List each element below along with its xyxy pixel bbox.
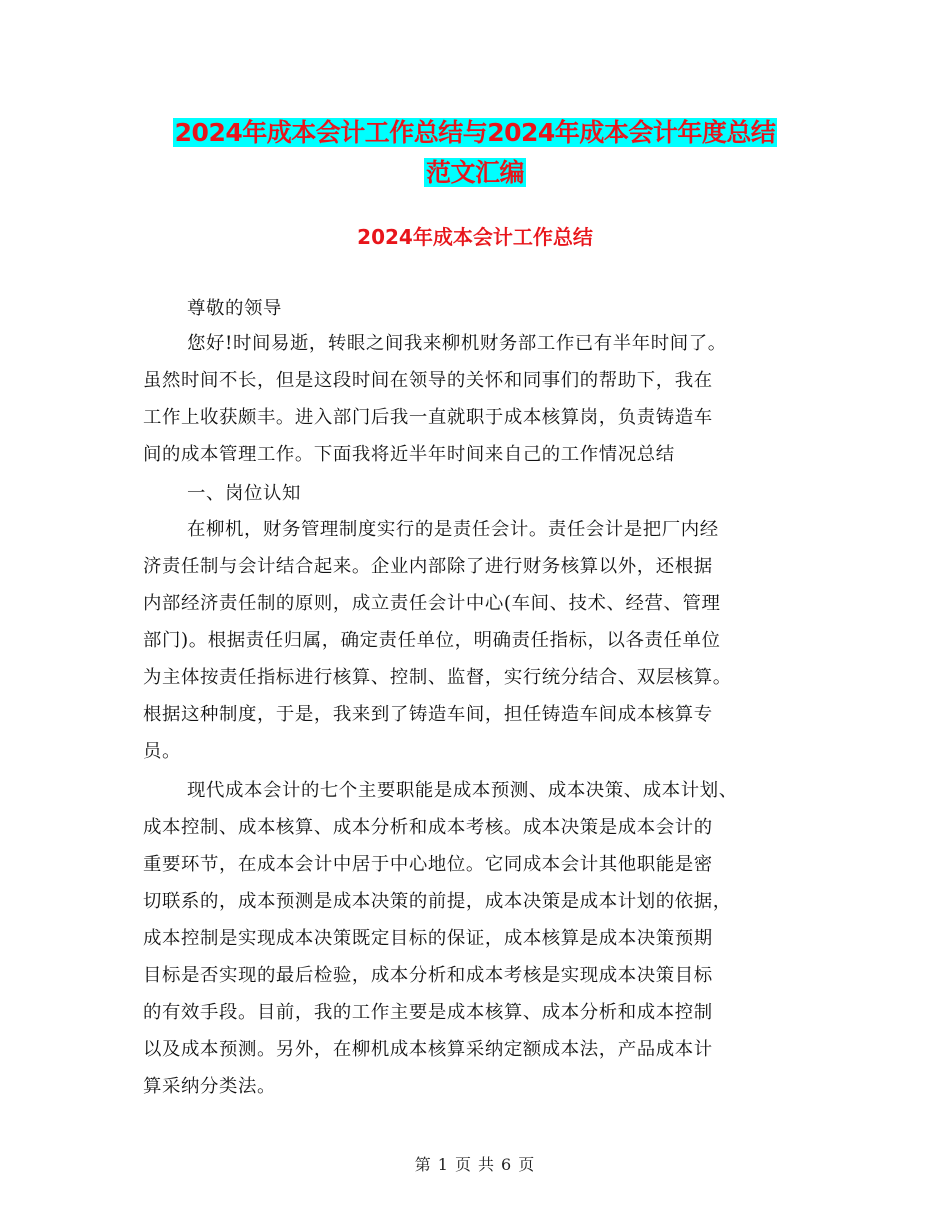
page-number: 1	[437, 1155, 449, 1174]
paragraph-line: 目标是否实现的最后检验，成本分析和成本考核是实现成本决策目标	[143, 965, 713, 986]
paragraph-line: 成本控制是实现成本决策既定目标的保证，成本核算是成本决策预期	[143, 928, 713, 949]
page-total: 6	[501, 1155, 513, 1174]
paragraph-line: 您好!时间易逝，转眼之间我来柳机财务部工作已有半年时间了。	[187, 333, 727, 354]
page-footer	[0, 1152, 950, 1175]
title-text-1: 2024年成本会计工作总结与2024年成本会计年度总结	[174, 118, 776, 147]
footer-suffix: 页	[518, 1155, 536, 1174]
paragraph-line: 内部经济责任制的原则，成立责任会计中心(车间、技术、经营、管理	[143, 593, 721, 614]
paragraph-line: 切联系的，成本预测是成本决策的前提，成本决策是成本计划的依据，	[143, 891, 732, 912]
section-heading: 2024年成本会计工作总结	[357, 225, 593, 249]
document-title-line-1	[0, 116, 950, 150]
salutation: 尊敬的领导	[187, 298, 282, 319]
paragraph-line: 间的成本管理工作。下面我将近半年时间来自己的工作情况总结	[143, 444, 675, 465]
paragraph-line: 在柳机，财务管理制度实行的是责任会计。责任会计是把厂内经	[187, 519, 719, 540]
footer-middle: 页 共	[454, 1155, 496, 1174]
paragraph-line: 济责任制与会计结合起来。企业内部除了进行财务核算以外，还根据	[143, 556, 713, 577]
paragraph-line: 为主体按责任指标进行核算、控制、监督，实行统分结合、双层核算。	[143, 667, 732, 688]
title-text-2: 范文汇编	[425, 158, 524, 187]
paragraph-line: 成本控制、成本核算、成本分析和成本考核。成本决策是成本会计的	[143, 817, 713, 838]
paragraph-line: 以及成本预测。另外，在柳机成本核算采纳定额成本法，产品成本计	[143, 1039, 713, 1060]
document-title-line-2	[0, 156, 950, 190]
paragraph-line: 算采纳分类法。	[143, 1076, 276, 1097]
paragraph-line: 部门)。根据责任归属，确定责任单位，明确责任指标，以各责任单位	[143, 630, 721, 651]
paragraph-line: 工作上收获颇丰。进入部门后我一直就职于成本核算岗，负责铸造车	[143, 407, 713, 428]
subsection-heading: 一、岗位认知	[187, 483, 301, 504]
paragraph-line: 的有效手段。目前，我的工作主要是成本核算、成本分析和成本控制	[143, 1002, 713, 1023]
paragraph-line: 重要环节，在成本会计中居于中心地位。它同成本会计其他职能是密	[143, 854, 713, 875]
footer-prefix: 第	[414, 1155, 432, 1174]
paragraph-line: 员。	[143, 741, 181, 762]
paragraph-line: 根据这种制度，于是，我来到了铸造车间，担任铸造车间成本核算专	[143, 704, 713, 725]
paragraph-line: 现代成本会计的七个主要职能是成本预测、成本决策、成本计划、	[187, 780, 738, 801]
paragraph-line: 虽然时间不长，但是这段时间在领导的关怀和同事们的帮助下，我在	[143, 370, 713, 391]
